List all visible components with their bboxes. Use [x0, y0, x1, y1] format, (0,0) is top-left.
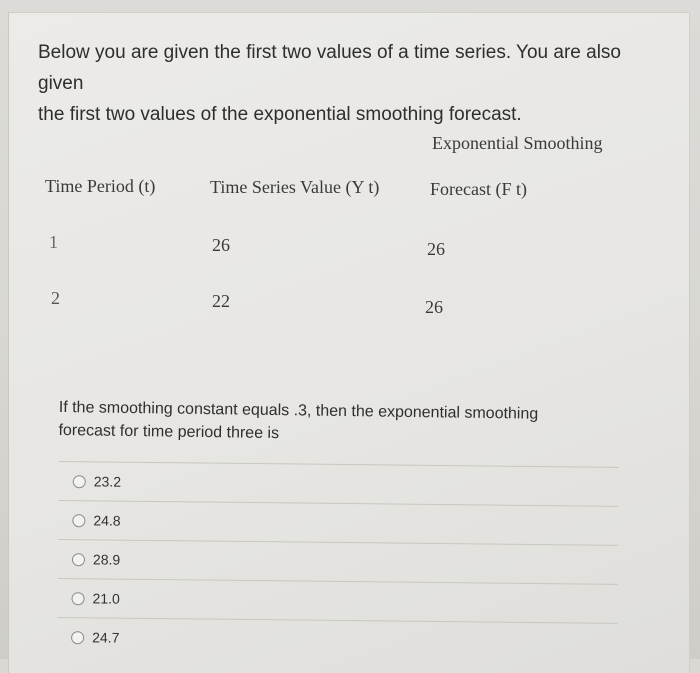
row-1-value: 26	[212, 235, 230, 255]
intro-line-1: Below you are given the first two values of a time series. You are also given	[38, 42, 621, 94]
answer-option-label: 24.8	[93, 512, 121, 529]
header-forecast-line-2: Forecast (F t)	[430, 179, 527, 199]
question-line-1: If the smoothing constant equals .3, then the exponential smoothing	[58, 398, 539, 423]
answer-option-label: 21.0	[92, 590, 120, 607]
radio-button[interactable]	[71, 592, 84, 605]
radio-button[interactable]	[71, 631, 84, 644]
answer-option[interactable]	[57, 578, 617, 623]
row-1-forecast: 26	[427, 239, 445, 259]
header-time-period: Time Period (t)	[45, 176, 156, 196]
question-line-2: forecast for time period three is	[58, 421, 280, 443]
answer-option[interactable]	[58, 539, 618, 584]
answer-option-label: 23.2	[93, 473, 122, 490]
radio-button[interactable]	[72, 514, 85, 527]
header-forecast-line-1: Exponential Smoothing	[432, 133, 603, 153]
answer-option-label: 24.7	[92, 629, 120, 646]
row-2-forecast: 26	[425, 297, 443, 317]
answer-option-label: 28.9	[92, 551, 121, 568]
answer-options	[57, 461, 619, 657]
answer-option[interactable]	[58, 500, 618, 545]
question-card	[8, 12, 690, 673]
radio-button[interactable]	[73, 475, 86, 488]
answer-option[interactable]	[59, 461, 619, 506]
radio-button[interactable]	[72, 553, 85, 566]
row-2-period: 2	[51, 288, 60, 308]
question-text	[58, 396, 619, 450]
answer-option[interactable]	[57, 617, 617, 662]
intro-line-2: the first two values of the exponential smoothing forecast.	[38, 104, 522, 125]
intro-text	[38, 37, 668, 130]
header-series-value: Time Series Value (Y t)	[210, 177, 380, 197]
row-1-period: 1	[49, 232, 58, 252]
row-2-value: 22	[212, 291, 230, 311]
